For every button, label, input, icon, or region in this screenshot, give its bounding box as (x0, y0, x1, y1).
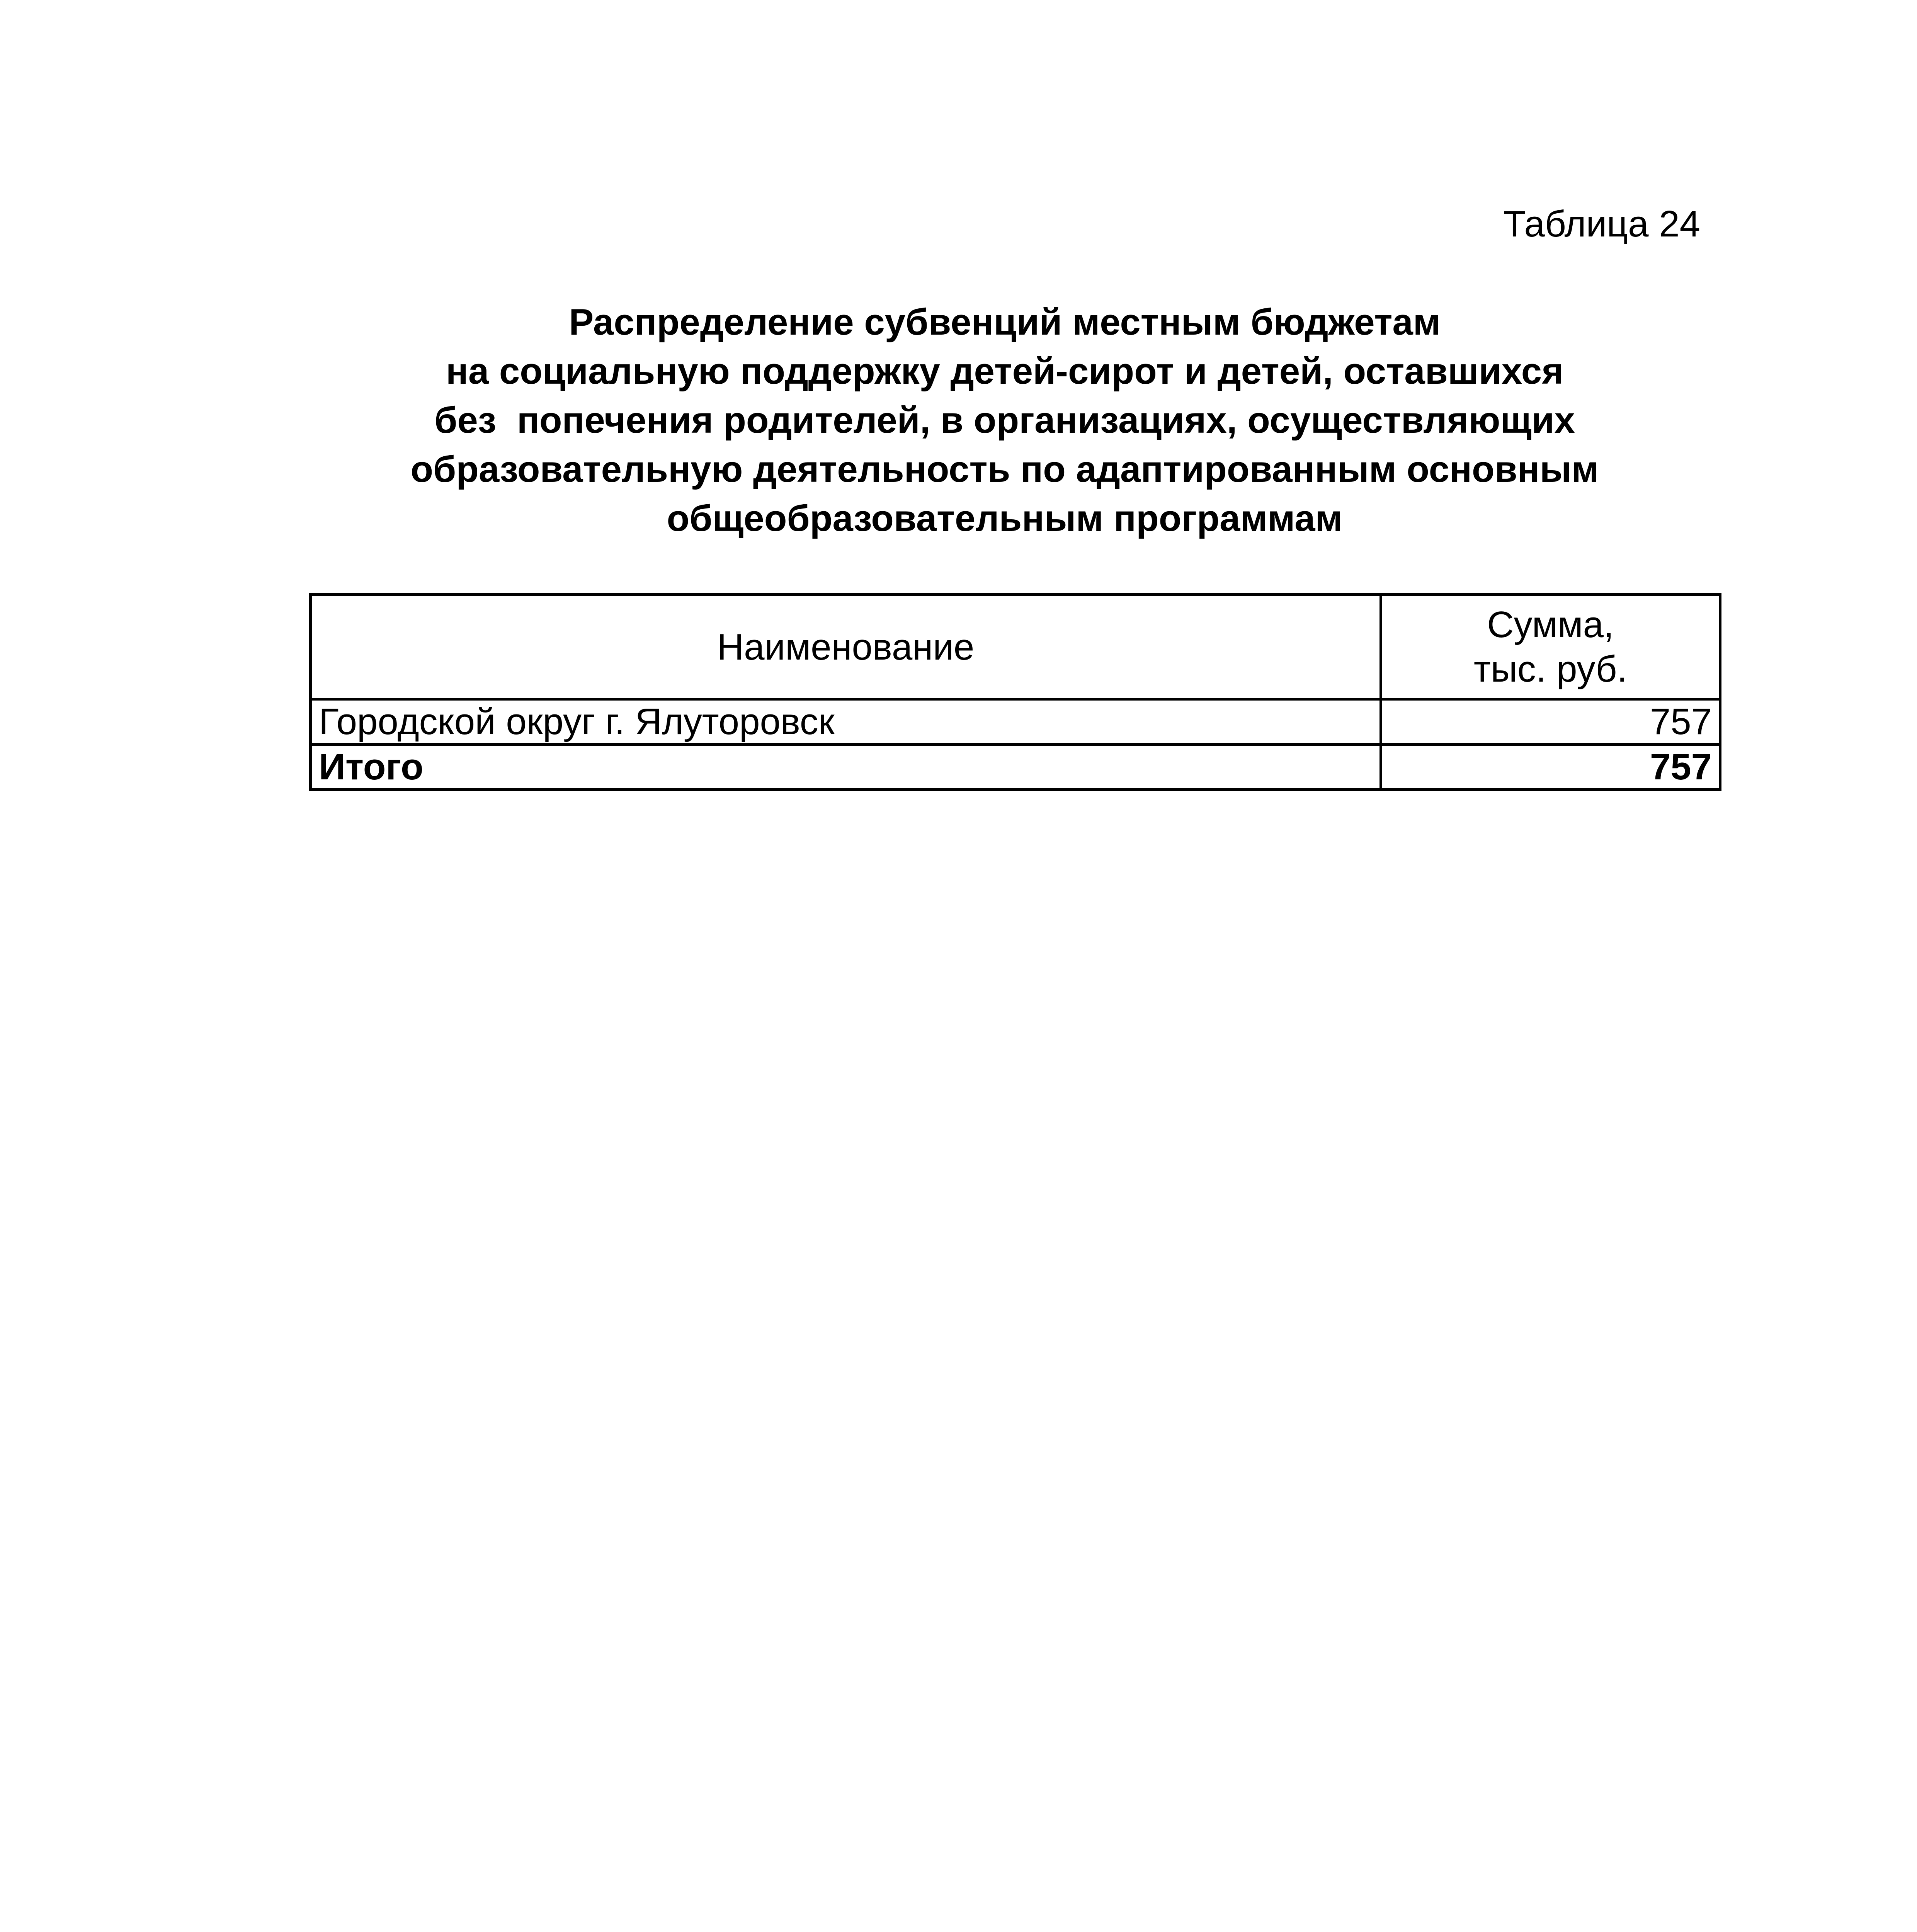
table-header-row (311, 595, 1720, 699)
title-line: общеобразовательным программам (667, 498, 1343, 539)
row-sum: 757 (1381, 699, 1720, 745)
total-label: Итого (311, 745, 1381, 790)
subvention-table (309, 593, 1721, 791)
total-sum: 757 (1381, 745, 1720, 790)
row-name: Городской округ г. Ялуторовск (311, 699, 1381, 745)
table-row (311, 699, 1720, 745)
header-sum-line: тыс. руб. (1473, 648, 1628, 690)
title-line: образовательную деятельность по адаптированным основным (410, 449, 1599, 490)
total-row (311, 745, 1720, 790)
header-sum-line: Сумма, (1487, 604, 1614, 645)
title-line: Распределение субвенций местным бюджетам (569, 301, 1441, 343)
title-line: без попечения родителей, в организациях, осуществляющих (434, 400, 1575, 441)
header-sum (1381, 595, 1720, 699)
document-title (309, 298, 1700, 543)
title-line: на социальную поддержку детей-сирот и детей, оставшихся (446, 350, 1564, 392)
header-name: Наименование (311, 595, 1381, 699)
table-number: Таблица 24 (1503, 203, 1700, 245)
